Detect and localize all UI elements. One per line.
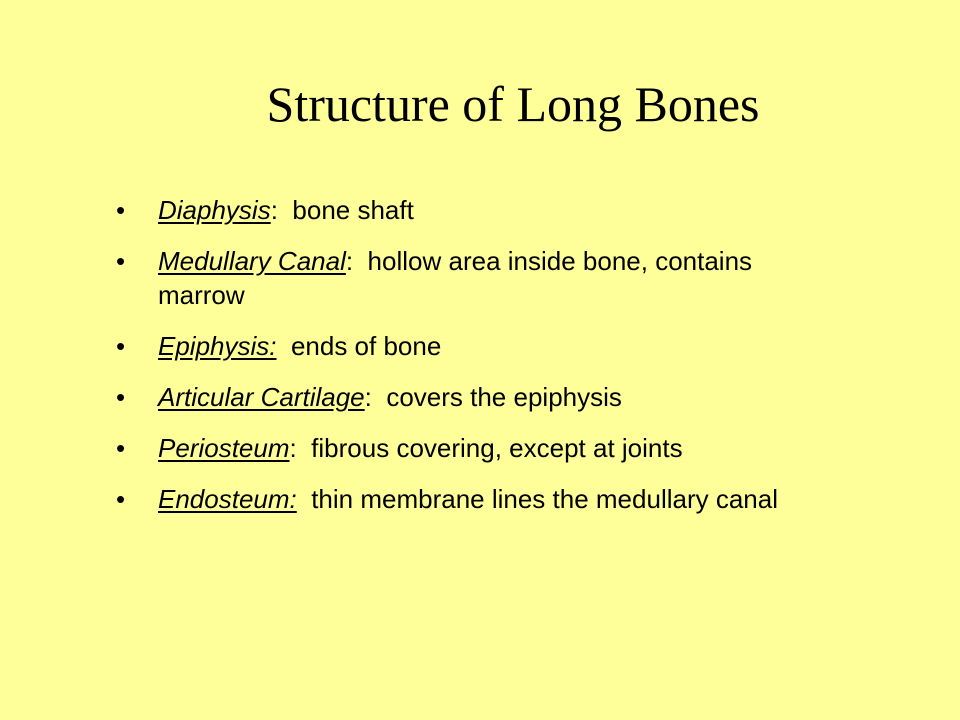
- bullet-item: [116, 193, 836, 227]
- term: Diaphysis: [158, 195, 271, 225]
- term-separator: :: [345, 246, 354, 276]
- term: Endosteum:: [158, 484, 297, 514]
- bullet-item: [116, 329, 836, 363]
- term: Articular Cartilage: [158, 382, 365, 412]
- bullet-list: [116, 193, 836, 533]
- bullet-item: [116, 380, 836, 414]
- definition: hollow area inside bone, contains marrow: [158, 246, 760, 310]
- definition: ends of bone: [276, 331, 442, 361]
- slide-title: Structure of Long Bones: [266, 76, 760, 132]
- definition: bone shaft: [277, 195, 414, 225]
- bullet-icon: •: [116, 195, 126, 225]
- bullet-icon: •: [116, 484, 126, 514]
- definition: covers the epiphysis: [371, 382, 622, 412]
- term-separator: :: [364, 382, 372, 412]
- bullet-item: [116, 482, 836, 516]
- definition: thin membrane lines the medullary canal: [296, 484, 778, 514]
- bullet-icon: •: [116, 382, 126, 412]
- bullet-icon: •: [116, 331, 126, 361]
- bullet-item: [116, 244, 836, 312]
- term-separator: :: [270, 195, 278, 225]
- bullet-item: [116, 431, 836, 465]
- bullet-icon: •: [116, 246, 126, 276]
- term: Medullary Canal: [158, 246, 346, 276]
- term: Periosteum: [158, 433, 290, 463]
- term: Epiphysis:: [158, 331, 277, 361]
- definition: fibrous covering, except at joints: [296, 433, 683, 463]
- bullet-icon: •: [116, 433, 126, 463]
- term-separator: :: [289, 433, 297, 463]
